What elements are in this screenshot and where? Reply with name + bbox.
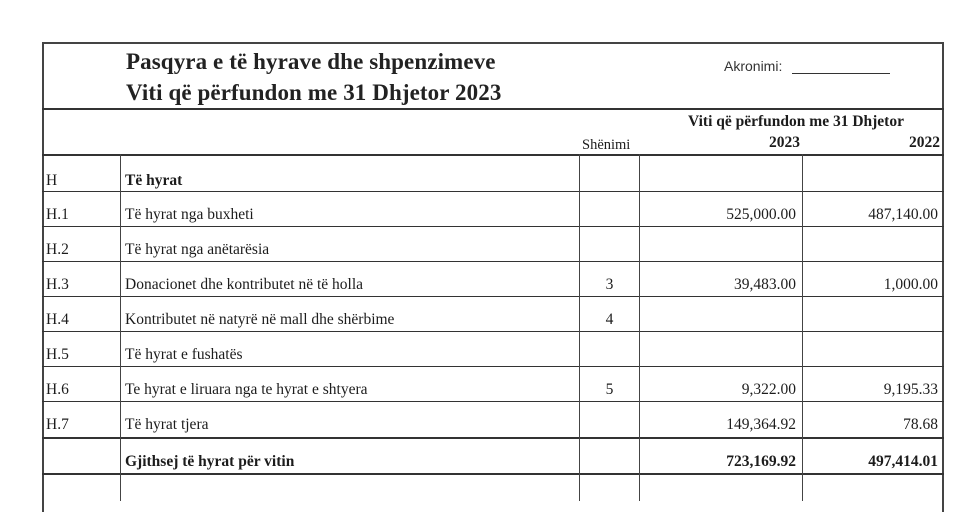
row-divider: [42, 366, 944, 367]
total-bottom-divider: [42, 473, 944, 475]
total-label: Gjithsej të hyrat për vitin: [125, 453, 295, 470]
title-line-2: Viti që përfundon me 31 Dhjetor 2023: [126, 80, 502, 105]
row-prior-value: 9,195.33: [883, 381, 938, 398]
year-prior-header: 2022: [909, 134, 940, 151]
row-label: Te hyrat e liruara nga te hyrat e shtyera: [125, 381, 368, 398]
row-code: H.7: [46, 416, 69, 433]
row-current-value: 525,000.00: [726, 206, 796, 223]
row-label: Donacionet dhe kontributet në të holla: [125, 276, 364, 293]
row-prior-value: 78.68: [903, 416, 938, 433]
statement-title: [126, 46, 501, 108]
row-current-value: 39,483.00: [734, 276, 796, 293]
row-label: Të hyrat nga anëtarësia: [125, 241, 270, 258]
row-divider: [42, 401, 944, 402]
row-divider: [42, 331, 944, 332]
row-label: Të hyrat: [125, 172, 183, 189]
acronym-label: Akronimi:: [724, 58, 783, 74]
column-divider: [120, 154, 121, 501]
row-divider: [42, 296, 944, 297]
year-current-header: 2023: [769, 134, 800, 151]
row-prior-value: 1,000.00: [883, 276, 938, 293]
row-current-value: 149,364.92: [726, 416, 796, 433]
acronym-field: [724, 58, 782, 74]
title-line-1: Pasqyra e të hyrave dhe shpenzimeve: [126, 49, 496, 74]
row-code: H.5: [46, 346, 69, 363]
total-divider: [42, 437, 944, 439]
row-divider: [42, 226, 944, 227]
row-note: 5: [605, 381, 614, 398]
row-current-value: 9,322.00: [741, 381, 796, 398]
period-header: Viti që përfundon me 31 Dhjetor: [688, 113, 904, 130]
column-divider: [802, 154, 803, 501]
row-code: H.6: [46, 381, 69, 398]
row-code: H.2: [46, 241, 69, 258]
row-code: H.4: [46, 311, 69, 328]
total-current-value: 723,169.92: [726, 453, 796, 470]
row-label: Të hyrat tjera: [125, 416, 209, 433]
row-divider: [42, 191, 944, 192]
total-prior-value: 497,414.01: [868, 453, 938, 470]
note-column-header: Shënimi: [582, 137, 631, 153]
row-prior-value: 487,140.00: [868, 206, 938, 223]
row-note: 4: [605, 311, 614, 328]
row-label: Kontributet në natyrë në mall dhe shërbime: [125, 311, 395, 328]
title-divider: [42, 108, 944, 110]
row-label: Të hyrat nga buxheti: [125, 206, 254, 223]
row-label: Të hyrat e fushatës: [125, 346, 243, 363]
row-code: H.1: [46, 206, 69, 223]
row-code: H.3: [46, 276, 69, 293]
header-divider: [42, 154, 944, 156]
acronym-blank-line: [792, 73, 890, 74]
column-divider: [639, 154, 640, 501]
row-divider: [42, 261, 944, 262]
row-note: 3: [605, 276, 614, 293]
row-code: H: [46, 172, 58, 189]
